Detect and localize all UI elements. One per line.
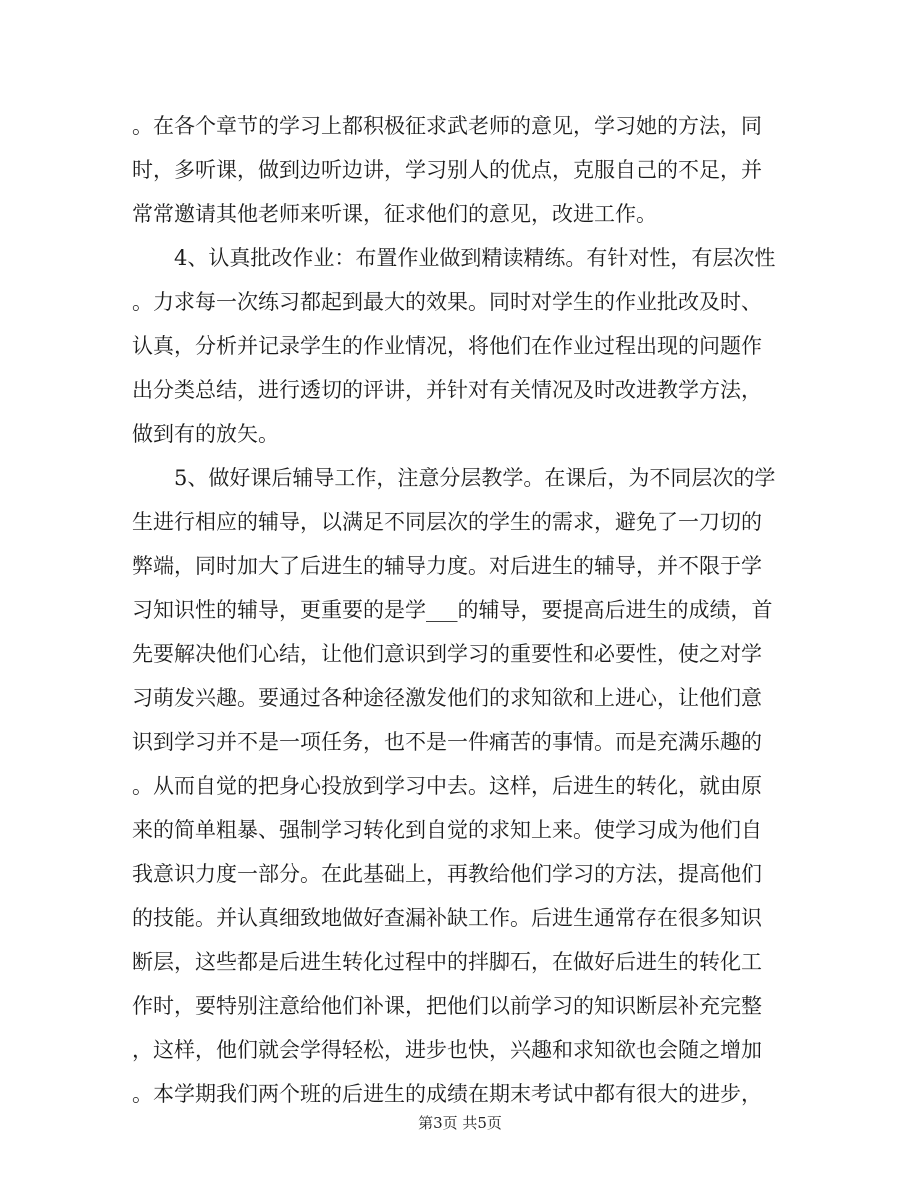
body-line: 做到有的放矢。 <box>132 422 279 446</box>
body-line: 作时，要特别注意给他们补课，把他们以前学习的知识断层补充完整 <box>132 994 762 1018</box>
body-line: 生进行相应的辅导，以满足不同层次的学生的需求，避免了一刀切的 <box>132 510 762 534</box>
body-line: 。本学期我们两个班的后进生的成绩在期末考试中都有很大的进步， <box>132 1082 762 1106</box>
body-line: 我意识力度一部分。在此基础上，再教给他们学习的方法，提高他们 <box>132 862 762 886</box>
document-body <box>132 106 792 1118</box>
body-line: 常常邀请其他老师来听课，征求他们的意见，改进工作。 <box>132 202 657 226</box>
body-line: 出分类总结，进行透切的评讲，并针对有关情况及时改进教学方法， <box>132 378 762 402</box>
body-line: 识到学习并不是一项任务，也不是一件痛苦的事情。而是充满乐趣的 <box>132 730 762 754</box>
body-line: 。从而自觉的把身心投放到学习中去。这样，后进生的转化，就由原 <box>132 774 762 798</box>
body-line: 习萌发兴趣。要通过各种途径激发他们的求知欲和上进心，让他们意 <box>132 686 762 710</box>
body-line: 。在各个章节的学习上都积极征求武老师的意见，学习她的方法，同 <box>132 114 762 138</box>
body-line: 的技能。并认真细致地做好查漏补缺工作。后进生通常存在很多知识 <box>132 906 762 930</box>
body-line: 弊端，同时加大了后进生的辅导力度。对后进生的辅导，并不限于学 <box>132 554 762 578</box>
page-number-footer: 第3页 共5页 <box>418 1114 502 1132</box>
body-line: ，这样，他们就会学得轻松，进步也快，兴趣和求知欲也会随之增加 <box>132 1038 762 1062</box>
body-line: 来的简单粗暴、强制学习转化到自觉的求知上来。使学习成为他们自 <box>132 818 762 842</box>
body-line: 4、认真批改作业：布置作业做到精读精练。有针对性，有层次性 <box>174 246 776 270</box>
body-line: 断层，这些都是后进生转化过程中的拌脚石，在做好后进生的转化工 <box>132 950 762 974</box>
body-line: 时，多听课，做到边听边讲，学习别人的优点，克服自己的不足，并 <box>132 158 762 182</box>
body-line: 认真，分析并记录学生的作业情况，将他们在作业过程出现的问题作 <box>132 334 762 358</box>
body-line: 先要解决他们心结，让他们意识到学习的重要性和必要性，使之对学 <box>132 642 762 666</box>
body-line: 习知识性的辅导，更重要的是学___的辅导，要提高后进生的成绩，首 <box>132 598 773 622</box>
body-line: 5、做好课后辅导工作，注意分层教学。在课后，为不同层次的学 <box>174 466 776 490</box>
body-line: 。力求每一次练习都起到最大的效果。同时对学生的作业批改及时、 <box>132 290 762 314</box>
